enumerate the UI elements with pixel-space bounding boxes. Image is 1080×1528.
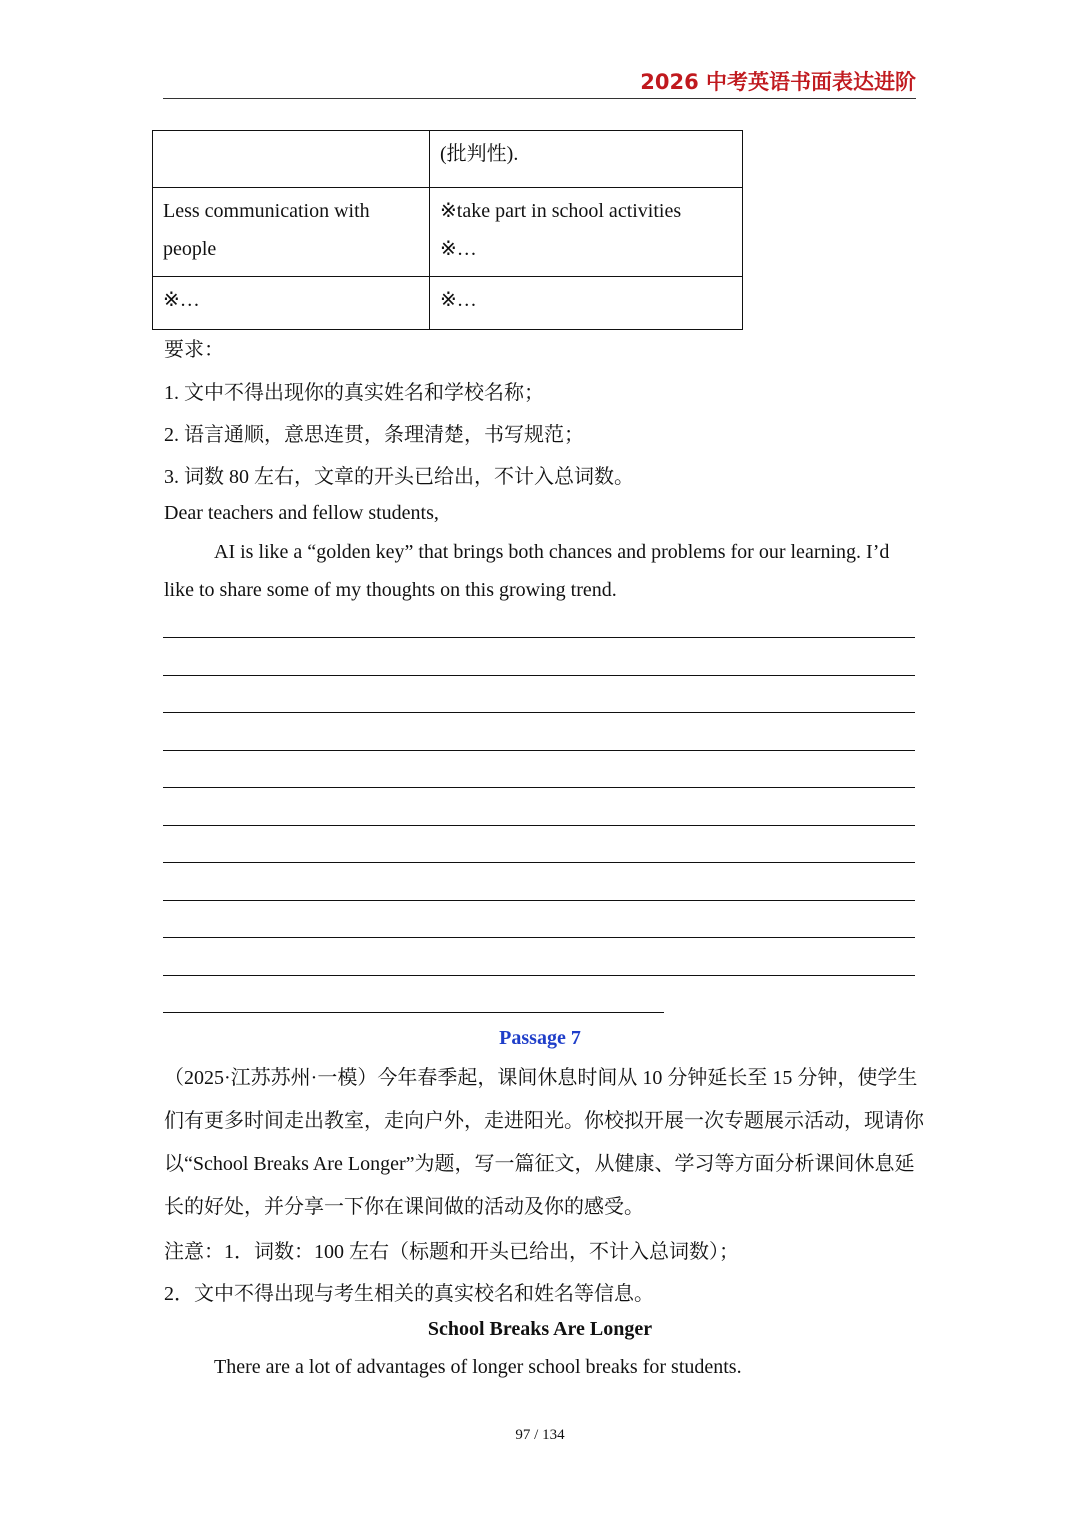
table-row [153,277,743,330]
passage-note: 2．文中不得出现与考生相关的真实校名和姓名等信息。 [164,1283,654,1305]
writing-line[interactable] [163,1012,664,1013]
writing-line[interactable] [163,675,915,676]
header-title: 2026 中考英语书面表达进阶 [640,70,916,94]
requirements-label: 要求： [164,339,224,361]
writing-line[interactable] [163,975,915,976]
requirement-item: 3. 词数 80 左右，文章的开头已给出，不计入总词数。 [164,466,634,488]
essay-opening: AI is like a “golden key” that brings both chances and problems for our learning. I’d like to share some of my thoughts on this growing trend. [164,541,890,601]
requirement-item: 1. 文中不得出现你的真实姓名和学校名称； [164,382,544,404]
table-cell: Less communication with people [153,188,430,277]
writing-line[interactable] [163,787,915,788]
writing-line[interactable] [163,937,915,938]
passage-prompt: （2025·江苏苏州·一模）今年春季起，课间休息时间从 10 分钟延长至 15 分钟，使学生们有更多时间走出教室，走向户外，走进阳光。你校拟开展一次专题展示活动，现请你以“School Breaks Are Longer”为题，写一篇征文，从健康、学习等方面分析课间休息延长的好处，并分享一下你在课间做的活动及你的感受。 [164,1067,924,1218]
ideas-table [152,130,743,330]
table-cell [153,131,430,188]
table-row [153,188,743,277]
table-cell: ※… [153,277,430,330]
table-cell: (批判性). [430,131,743,188]
essay-title: School Breaks Are Longer [427,1318,653,1340]
writing-line[interactable] [163,825,915,826]
page-number: 97 / 134 [515,1427,565,1443]
passage-note: 注意：1．词数：100 左右（标题和开头已给出，不计入总词数）； [164,1241,739,1263]
writing-line[interactable] [163,900,915,901]
writing-line[interactable] [163,750,915,751]
table-cell: ※take part in school activities ※… [430,188,743,277]
essay-greeting: Dear teachers and fellow students, [164,502,439,524]
table-row [153,131,743,188]
table-cell: ※… [430,277,743,330]
header-rule [163,98,916,99]
writing-line[interactable] [163,637,915,638]
essay-opening-paragraph [164,533,924,609]
writing-line[interactable] [163,862,915,863]
writing-line[interactable] [163,712,915,713]
requirement-item: 2. 语言通顺，意思连贯，条理清楚，书写规范； [164,424,584,446]
page-header [163,62,916,98]
passage-title: Passage 7 [499,1027,581,1049]
essay-opening-line: There are a lot of advantages of longer school breaks for students. [214,1356,742,1378]
